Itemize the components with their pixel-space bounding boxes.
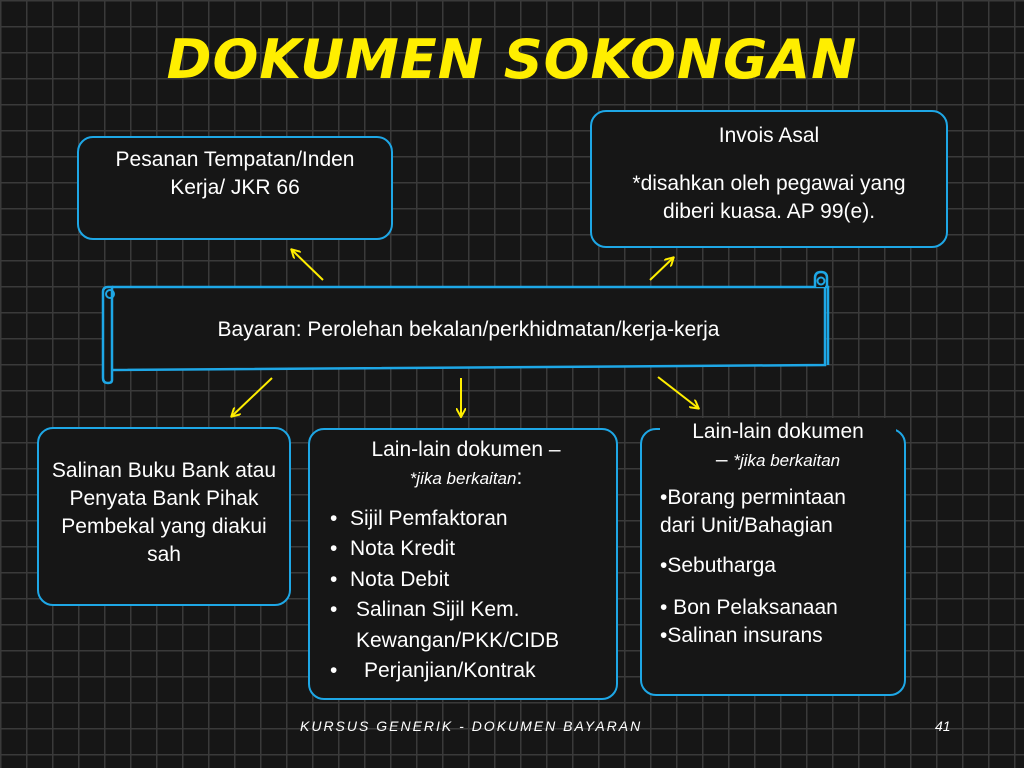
page-title: DOKUMEN SOKONGAN	[166, 28, 858, 91]
lain2-item: • Bon Pelaksanaan	[660, 595, 838, 619]
lain-lain-box-1	[308, 428, 618, 700]
lain2-note-line	[660, 446, 896, 474]
lain2-note: *jika berkaitan	[733, 450, 841, 470]
lain1-heading: Lain-lain dokumen –	[371, 438, 561, 461]
list-item: • Sijil Pemfaktoran	[324, 504, 608, 534]
list-item: • Nota Kredit	[324, 534, 608, 564]
lain-lain-box-2	[640, 420, 906, 696]
lain1-note: *jika berkaitan	[409, 468, 517, 488]
scroll-text: Bayaran: Perolehan bekalan/perkhidmatan/kerja-kerja	[217, 318, 720, 341]
arrow-to-invois	[650, 258, 673, 280]
lain2-item: •Borang permintaan dari Unit/Bahagian	[660, 485, 846, 537]
arrow-to-salinan	[232, 378, 272, 416]
lain2-heading-wrap	[660, 418, 896, 474]
lain1-note-line	[324, 464, 608, 492]
lain1-note-suffix: :	[516, 465, 523, 489]
invois-note: *disahkan oleh pegawai yang diberi kuasa. AP 99(e).	[632, 171, 906, 223]
footer-text: KURSUS GENERIK - DOKUMEN BAYARAN	[300, 718, 643, 734]
lain2-heading: Lain-lain dokumen	[692, 420, 864, 443]
list-item: • Nota Debit	[324, 565, 608, 595]
lain2-item: •Salinan insurans	[660, 623, 823, 647]
salinan-text: Salinan Buku Bank atau Penyata Bank Pihak Pembekal yang diakui sah	[51, 459, 277, 566]
salinan-box	[37, 427, 291, 606]
arrow-to-lain2	[658, 377, 698, 408]
lain2-item: •Sebutharga	[660, 553, 776, 577]
invois-heading: Invois Asal	[718, 124, 820, 147]
page-number: 41	[935, 718, 951, 734]
lain1-list	[324, 504, 608, 687]
arrow-to-pesanan	[292, 250, 323, 280]
list-item: • Perjanjian/Kontrak	[324, 656, 608, 686]
list-item: • Salinan Sijil Kem. Kewangan/PKK/CIDB	[324, 595, 608, 656]
lain2-dash: –	[715, 447, 734, 471]
pesanan-text: Pesanan Tempatan/Inden Kerja/ JKR 66	[115, 148, 355, 199]
